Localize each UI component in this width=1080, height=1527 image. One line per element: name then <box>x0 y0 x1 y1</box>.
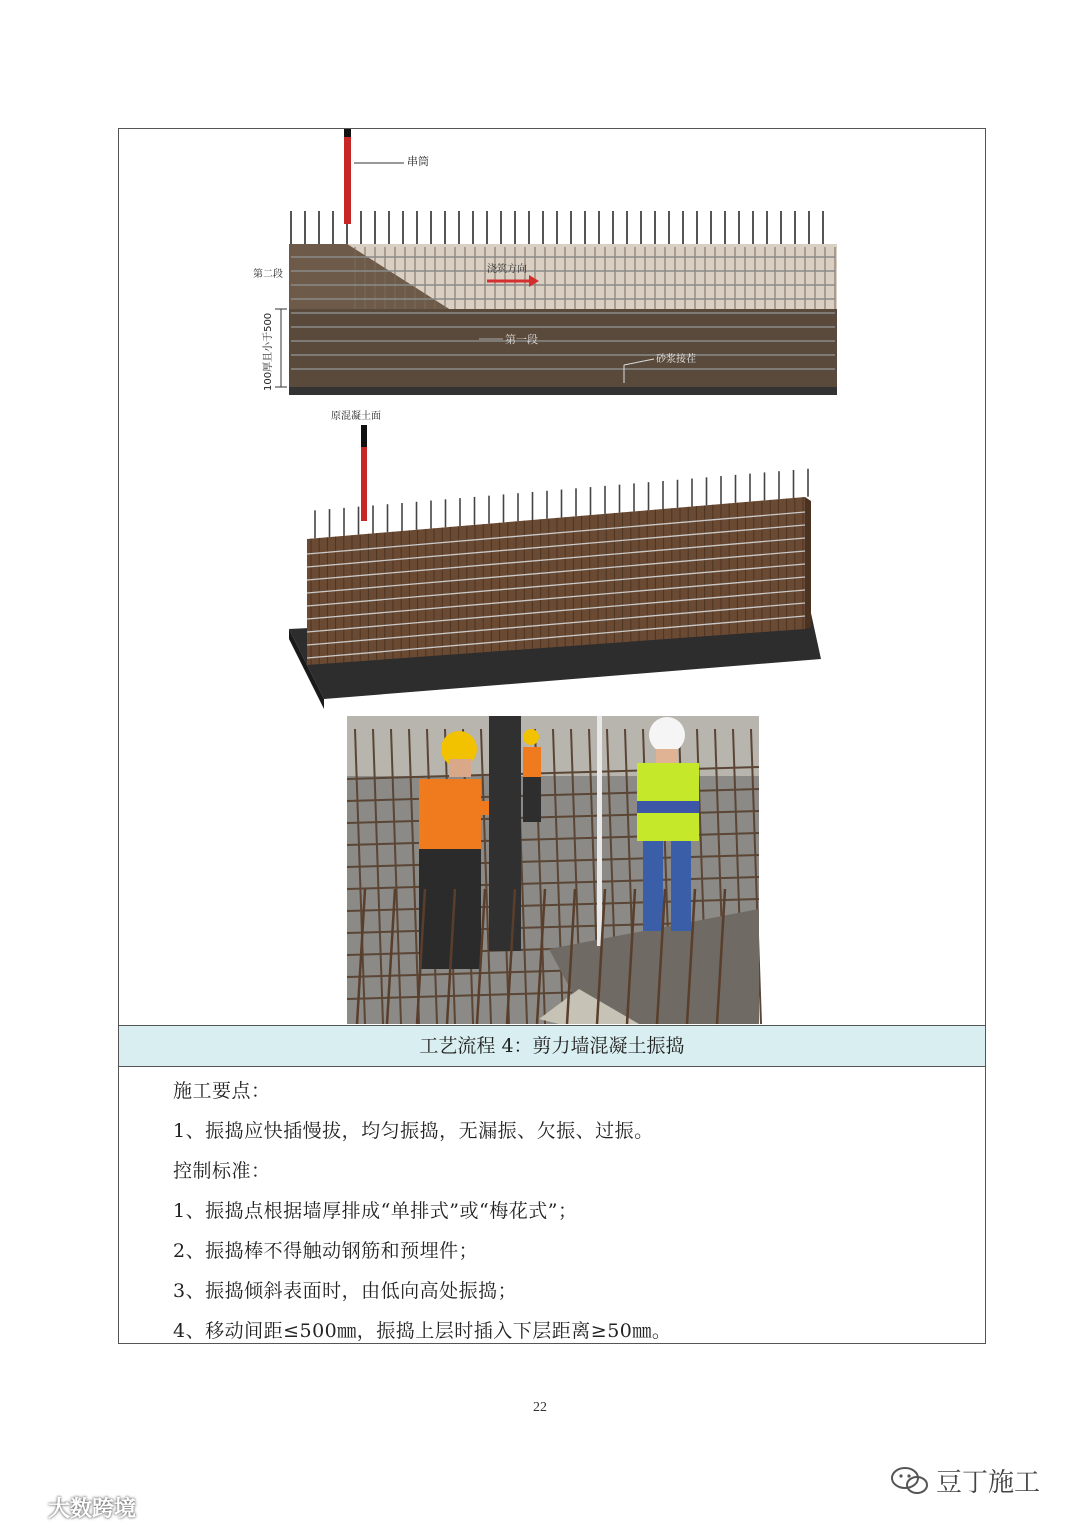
first-section-label: 第一段 <box>505 333 538 346</box>
watermark-left <box>10 1492 136 1523</box>
figure-area <box>119 129 985 1025</box>
pour-direction-label: 浇筑方向 <box>487 264 527 275</box>
standard-item: 4、移动间距≤500㎜，振捣上层时插入下层距离≥50㎜。 <box>173 1320 672 1342</box>
pipe-label: 串筒 <box>407 155 429 168</box>
second-section-label: 第二段 <box>253 269 283 280</box>
point-item: 1、振捣应快插慢拔，均匀振捣，无漏振、欠振、过振。 <box>173 1120 654 1142</box>
points-heading: 施工要点： <box>173 1080 271 1102</box>
wechat-icon <box>890 1465 930 1497</box>
watermark-right-text: 豆丁施工 <box>936 1468 1041 1498</box>
vibrator-pipe <box>489 716 521 951</box>
wall-elevation-diagram <box>253 129 837 422</box>
standard-item: 2、振捣棒不得触动钢筋和预埋件； <box>173 1240 479 1262</box>
logo-icon <box>10 1496 44 1520</box>
caption-band <box>119 1025 985 1067</box>
wall-3d-render <box>289 425 821 709</box>
site-photo <box>347 716 761 1024</box>
standard-item: 1、振捣点根据墙厚排成“单排式”或“梅花式”； <box>173 1200 578 1222</box>
standard-item: 3、振捣倾斜表面时，由低向高处振捣； <box>173 1280 518 1302</box>
watermark-left-text: 大数跨境 <box>48 1497 137 1522</box>
base-slab <box>289 387 837 395</box>
content-frame <box>118 128 986 1344</box>
standards-heading: 控制标准： <box>173 1160 271 1182</box>
original-surface-label: 原混凝土面 <box>331 411 381 422</box>
page-number: 22 <box>533 1400 547 1415</box>
caption-text: 工艺流程 4：剪力墙混凝土振捣 <box>419 1035 685 1057</box>
watermark-right <box>890 1462 1040 1499</box>
height-label: 100厚且小于500 <box>263 312 274 391</box>
mortar-label: 砂浆接茬 <box>656 354 696 365</box>
notes-section <box>173 1077 963 1357</box>
pipe-top <box>344 129 351 224</box>
